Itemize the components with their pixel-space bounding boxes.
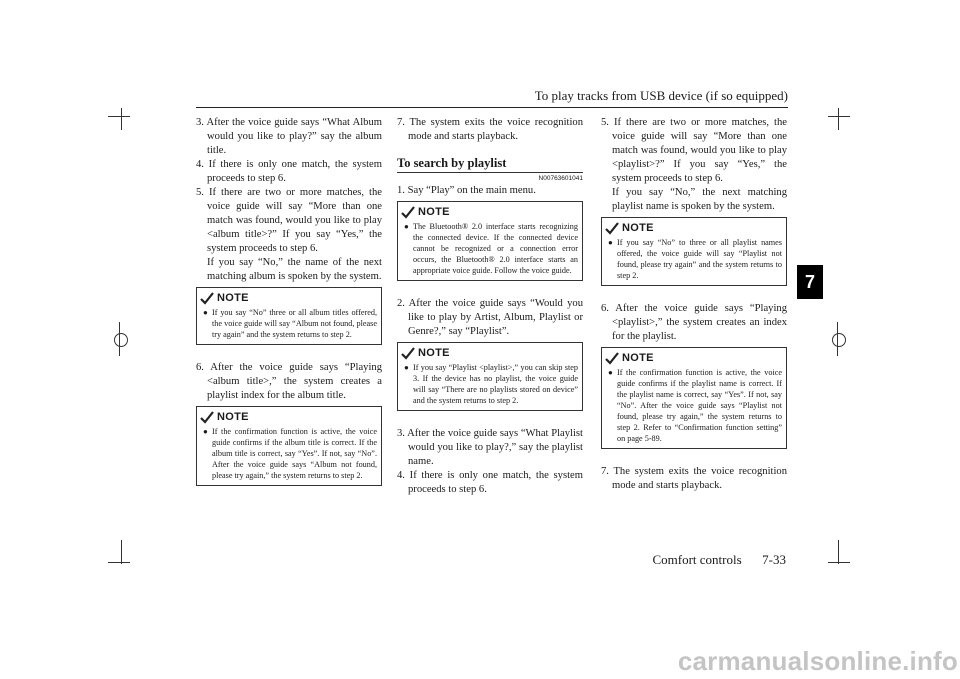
section-code: N00763601041 [538,175,583,182]
page-header-title: To play tracks from USB device (if so equipped) [534,88,788,103]
crop-mark-top-right-h [828,116,850,117]
registration-mark-left-line [119,322,120,356]
crop-mark-bottom-right-h [828,562,850,563]
note-box [601,217,787,286]
note-header [398,343,582,362]
note-label: NOTE [217,411,249,423]
crop-mark-bottom-left-v [121,540,122,564]
note-label: NOTE [217,292,249,304]
note-text: If the confirmation function is active, the voice guide confirms if the playlist name is correct. If the playlist name is correct, say “Yes”. If not, say “No”. After the voice guide says “Playlist not found, please try again,” the system returns to step 2. Refer to “Confirmation function setting” on page 5-89. [617,368,782,443]
note-header [197,407,381,426]
note-item [197,426,381,481]
page-number: 7-33 [762,552,786,567]
note-box [397,342,583,411]
bullet-icon: ● [203,427,208,436]
step-2-playlist: 2. After the voice guide says “Would you like to play by Artist, Album, Playlist or Genre?,” say “Playlist”. [397,298,583,337]
note-item [602,237,786,281]
note-label: NOTE [418,206,450,218]
note-box [397,201,583,281]
step-7-album: 7. The system exits the voice recognition mode and starts playback. [397,117,583,142]
step-5-album-continued: If you say “No,” the name of the next matching album is spoken by the system. [207,257,382,282]
section-heading: To search by playlist [397,154,583,173]
crop-mark-bottom-right-v [838,540,839,564]
registration-mark-left [114,333,128,347]
note-item [398,221,582,276]
step-6-album: 6. After the voice guide says “Playing <album title>,” the system creates a playlist index for the album title. [196,362,382,401]
note-box [196,406,382,486]
column-2 [397,116,583,497]
checkmark-icon [200,291,214,305]
note-box [601,347,787,449]
step-5-album: 5. If there are two or more matches, the voice guide will say “More than one match was found, would you like to play <album title>?” If you say “Yes,” the system proceeds to step 6. [196,187,382,254]
bullet-icon: ● [608,238,613,247]
watermark: carmanualsonline.info [677,646,958,676]
note-header [602,218,786,237]
page-footer [600,552,786,568]
checkmark-icon [401,346,415,360]
note-header [398,202,582,221]
step-5-playlist: 5. If there are two or more matches, the voice guide will say “More than one match was found, would you like to play <playlist>?” If you say “Yes,” the system proceeds to step 6. [601,117,787,184]
step-3-album: 3. After the voice guide says “What Album would you like to play?” say the album title. [196,117,382,156]
bullet-icon: ● [404,363,409,372]
step-4-playlist: 4. If there is only one match, the system proceeds to step 6. [397,470,583,495]
registration-mark-right [832,333,846,347]
step-6-playlist: 6. After the voice guide says “Playing <playlist>,” the system creates an index for the playlist. [601,303,787,342]
note-item [602,367,786,444]
column-3 [601,116,787,493]
note-item [398,362,582,406]
checkmark-icon [401,205,415,219]
step-5-playlist-continued: If you say “No,” the next matching playlist name is spoken by the system. [612,187,787,212]
note-label: NOTE [418,347,450,359]
note-label: NOTE [622,222,654,234]
note-text: If you say “No” to three or all playlist names offered, the voice guide will say “Playlist not found, please try again” and the system returns to step 2. [617,238,782,280]
chapter-tab: 7 [797,265,823,299]
step-7-playlist: 7. The system exits the voice recognition mode and starts playback. [601,466,787,491]
registration-mark-right-line [837,322,838,356]
checkmark-icon [605,221,619,235]
crop-mark-top-left-v [121,108,122,130]
bullet-icon: ● [203,308,208,317]
note-text: The Bluetooth® 2.0 interface starts recognizing the connected device. If the connected device cannot be recognized or a connection error occurs, the Bluetooth® 2.0 interface starts an appropriate voice guide. Follow the voice guide. [413,222,578,275]
column-1 [196,116,382,486]
crop-mark-bottom-left-h [108,562,130,563]
crop-mark-top-right-v [838,108,839,130]
step-3-playlist: 3. After the voice guide says “What Playlist would you like to play?,” say the playlist name. [397,428,583,467]
crop-mark-top-left-h [108,116,130,117]
checkmark-icon [200,410,214,424]
note-text: If the confirmation function is active, the voice guide confirms if the album title is correct. If the album title is correct, say “Yes”. If not, say “No”. After the voice guide says “Album not found, please try again,” the system returns to step 2. [212,427,377,480]
step-4-album: 4. If there is only one match, the system proceeds to step 6. [196,159,382,184]
footer-section: Comfort controls [652,552,742,567]
checkmark-icon [605,351,619,365]
note-text: If you say “Playlist <playlist>,” you can skip step 3. If the device has no playlist, the voice guide will say “There are no playlists stored on device” and the system returns to step 2. [413,363,578,405]
note-label: NOTE [622,352,654,364]
note-item [197,307,381,340]
note-header [602,348,786,367]
step-1-playlist: 1. Say “Play” on the main menu. [397,185,536,196]
bullet-icon: ● [608,368,613,377]
note-box [196,287,382,345]
note-text: If you say “No” three or all album titles offered, the voice guide will say “Album not found, please try again” and the system returns to step 2. [212,308,377,339]
note-header [197,288,381,307]
bullet-icon: ● [404,222,409,231]
header-rule [196,107,788,108]
